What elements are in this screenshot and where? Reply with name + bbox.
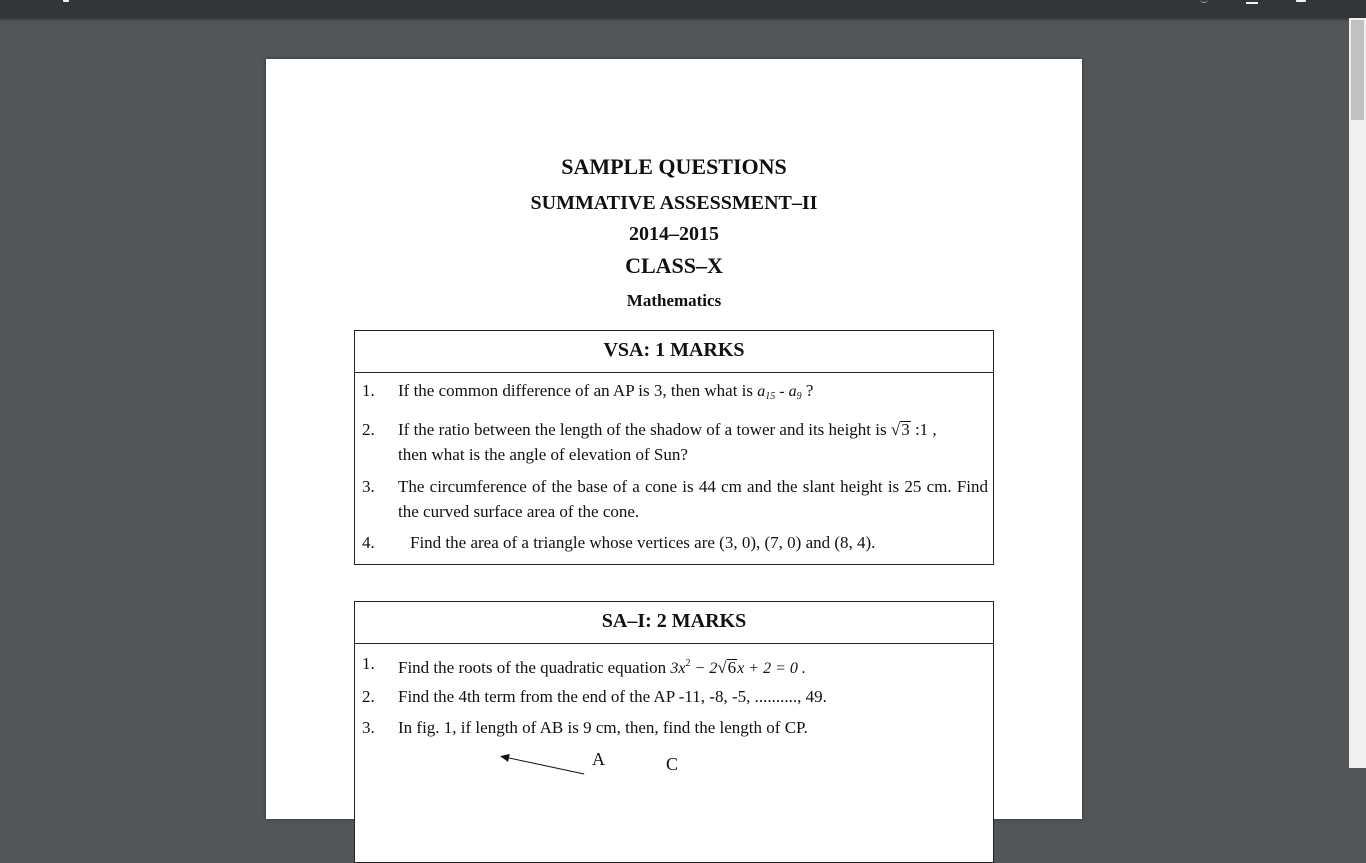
question-text-part: If the ratio between the length of the shadow of a tower and its height is bbox=[398, 420, 891, 439]
equation-part: 3x bbox=[670, 660, 686, 677]
question-text-part: Find the roots of the quadratic equation bbox=[398, 658, 671, 677]
pdf-toolbar bbox=[0, 0, 1366, 18]
figure-label-c: C bbox=[666, 754, 679, 774]
question-text bbox=[398, 378, 988, 409]
question-number: 2. bbox=[362, 687, 375, 706]
question-number: 2. bbox=[362, 420, 375, 439]
doc-assessment: SUMMATIVE ASSESSMENT–II bbox=[530, 192, 818, 214]
doc-class: CLASS–X bbox=[625, 253, 723, 278]
section-sa1 bbox=[354, 601, 994, 863]
equation-exponent: 2 bbox=[685, 658, 691, 669]
question-text-part: ? bbox=[801, 381, 814, 400]
doc-title: SAMPLE QUESTIONS bbox=[561, 154, 787, 179]
question-text bbox=[398, 651, 988, 681]
question-text-part: If the common difference of an AP is 3, then what is bbox=[398, 381, 758, 400]
sqrt-symbol: √ bbox=[717, 658, 727, 677]
question-text bbox=[398, 417, 988, 467]
question-text: The circumference of the base of a cone is 44 cm and the slant height is 25 cm. Find the curved surface area of the cone. bbox=[398, 477, 988, 521]
scrollbar[interactable] bbox=[1349, 18, 1366, 768]
question-number: 4. bbox=[362, 533, 375, 552]
section-heading: VSA: 1 MARKS bbox=[355, 331, 993, 373]
question-number: 3. bbox=[362, 477, 375, 496]
rotate-icon[interactable] bbox=[1200, 0, 1208, 3]
question-number: 1. bbox=[362, 381, 375, 400]
download-icon[interactable] bbox=[1246, 0, 1258, 4]
question-number: 1. bbox=[362, 654, 375, 673]
ratio-text: :1 , bbox=[910, 420, 937, 439]
math-var: a bbox=[757, 383, 766, 400]
question-text: In fig. 1, if length of AB is 9 cm, then, find the length of CP. bbox=[398, 718, 808, 737]
figure-label-a: A bbox=[592, 749, 605, 769]
question-text: Find the area of a triangle whose vertices are (3, 0), (7, 0) and (8, 4). bbox=[410, 533, 876, 552]
math-subscript: 9 bbox=[796, 391, 802, 402]
menu-icon[interactable] bbox=[63, 0, 69, 2]
doc-subject: Mathematics bbox=[626, 291, 722, 310]
sqrt-symbol: √ bbox=[890, 420, 901, 439]
sqrt-value: 3 bbox=[901, 420, 910, 439]
math-operator: - bbox=[775, 383, 789, 400]
equation-part: − 2 bbox=[690, 660, 718, 677]
scrollbar-thumb[interactable] bbox=[1351, 20, 1364, 120]
equation-part: x + 2 = 0 . bbox=[737, 660, 806, 677]
pdf-page bbox=[266, 59, 1082, 819]
question-number: 3. bbox=[362, 718, 375, 737]
section-heading: SA–I: 2 MARKS bbox=[355, 602, 993, 644]
section-vsa bbox=[354, 330, 994, 565]
sqrt-value: 6 bbox=[727, 658, 737, 677]
print-icon[interactable] bbox=[1296, 0, 1306, 2]
math-var: a bbox=[788, 383, 797, 400]
figure-line bbox=[502, 756, 584, 774]
question-text-part: then what is the angle of elevation of Sun? bbox=[398, 445, 688, 464]
doc-year: 2014–2015 bbox=[629, 223, 719, 245]
question-text: Find the 4th term from the end of the AP -11, -8, -5, .........., 49. bbox=[398, 687, 827, 706]
math-subscript: 15 bbox=[765, 391, 776, 402]
